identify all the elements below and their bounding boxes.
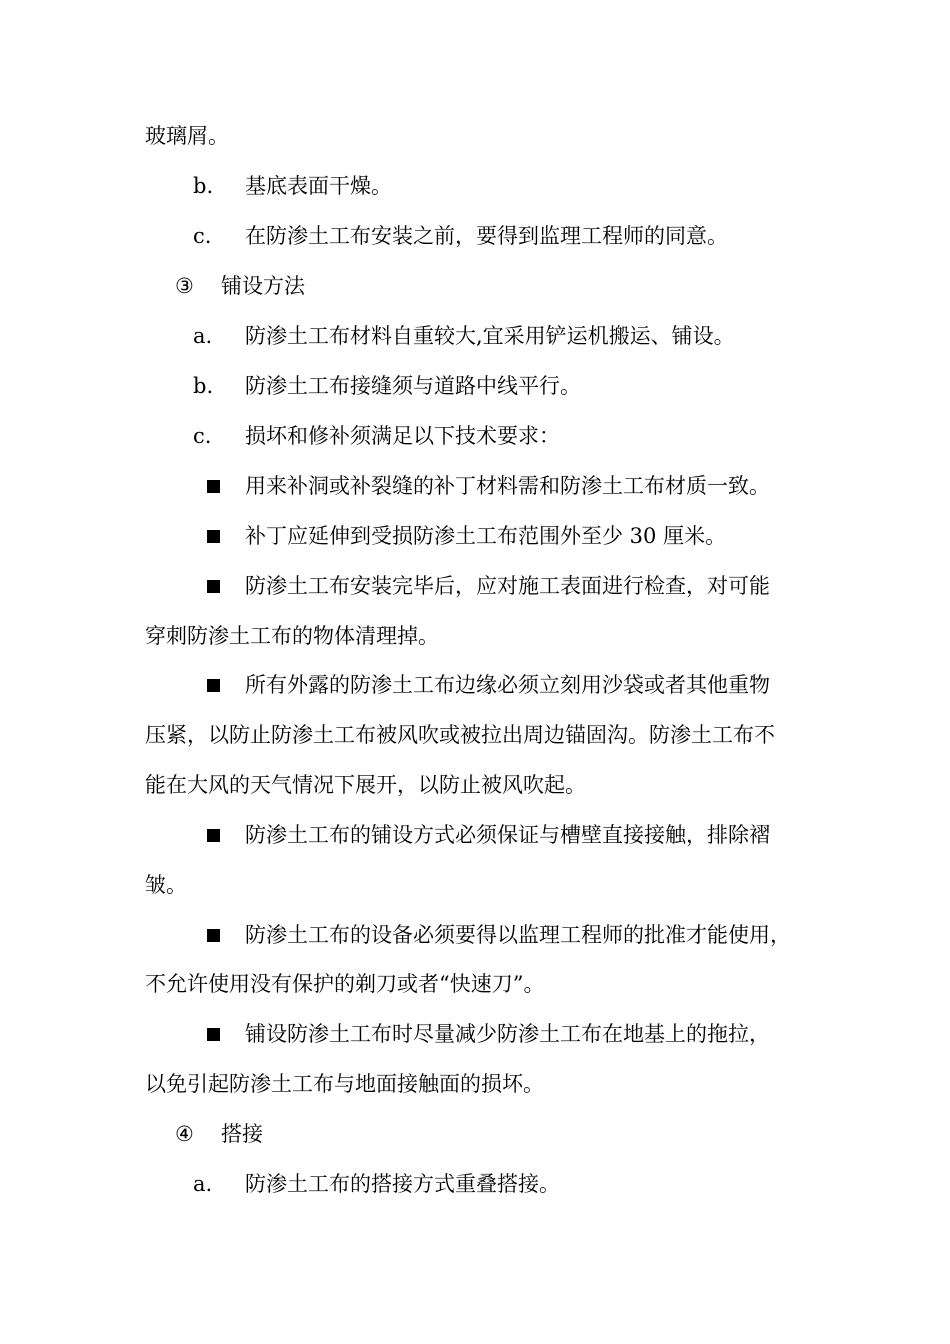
list-item-text: 损坏和修补须满足以下技术要求：	[245, 424, 560, 448]
line-text: 压紧，以防止防渗土工布被风吹或被拉出周边锚固沟。防渗土工布不	[145, 723, 775, 747]
list-item-text: 防渗土工布材料自重较大,宜采用铲运机搬运、铺设。	[245, 324, 735, 348]
list-marker: b.	[193, 374, 214, 398]
square-bullet-icon	[207, 1028, 220, 1041]
square-bullet-icon	[207, 580, 220, 593]
square-bullet-icon	[207, 679, 220, 692]
list-marker: a.	[193, 1172, 213, 1196]
list-marker: b.	[193, 174, 214, 198]
bullet-text: 铺设防渗土工布时尽量减少防渗土工布在地基上的拖拉，	[245, 1022, 770, 1046]
bullet-text: 防渗土工布的设备必须要得以监理工程师的批准才能使用，	[245, 923, 791, 947]
list-item-text: 防渗土工布的搭接方式重叠搭接。	[245, 1172, 560, 1196]
line-text: 皱。	[145, 873, 187, 897]
section-number: ④	[175, 1122, 194, 1146]
section-title: 铺设方法	[221, 274, 305, 298]
square-bullet-icon	[207, 480, 220, 493]
line-text: 玻璃屑。	[145, 124, 229, 148]
bullet-text: 补丁应延伸到受损防渗土工布范围外至少 30 厘米。	[245, 524, 727, 548]
bullet-text: 用来补洞或补裂缝的补丁材料需和防渗土工布材质一致。	[245, 474, 770, 498]
square-bullet-icon	[207, 829, 220, 842]
square-bullet-icon	[207, 929, 220, 942]
bullet-text: 所有外露的防渗土工布边缘必须立刻用沙袋或者其他重物	[245, 673, 770, 697]
square-bullet-icon	[207, 530, 220, 543]
list-marker: c.	[193, 224, 212, 248]
line-text: 能在大风的天气情况下展开，以防止被风吹起。	[145, 773, 586, 797]
line-text: 以免引起防渗土工布与地面接触面的损坏。	[145, 1072, 544, 1096]
list-item-text: 防渗土工布接缝须与道路中线平行。	[245, 374, 581, 398]
section-number: ③	[175, 274, 194, 298]
list-marker: c.	[193, 424, 212, 448]
line-text: 穿刺防渗土工布的物体清理掉。	[145, 624, 439, 648]
list-marker: a.	[193, 324, 213, 348]
list-item-text: 在防渗土工布安装之前，要得到监理工程师的同意。	[245, 224, 728, 248]
line-text: 不允许使用没有保护的剃刀或者“快速刀”。	[145, 972, 545, 996]
bullet-text: 防渗土工布的铺设方式必须保证与槽壁直接接触，排除褶	[245, 823, 770, 847]
bullet-text: 防渗土工布安装完毕后，应对施工表面进行检查，对可能	[245, 574, 770, 598]
list-item-text: 基底表面干燥。	[245, 174, 392, 198]
section-title: 搭接	[221, 1122, 263, 1146]
